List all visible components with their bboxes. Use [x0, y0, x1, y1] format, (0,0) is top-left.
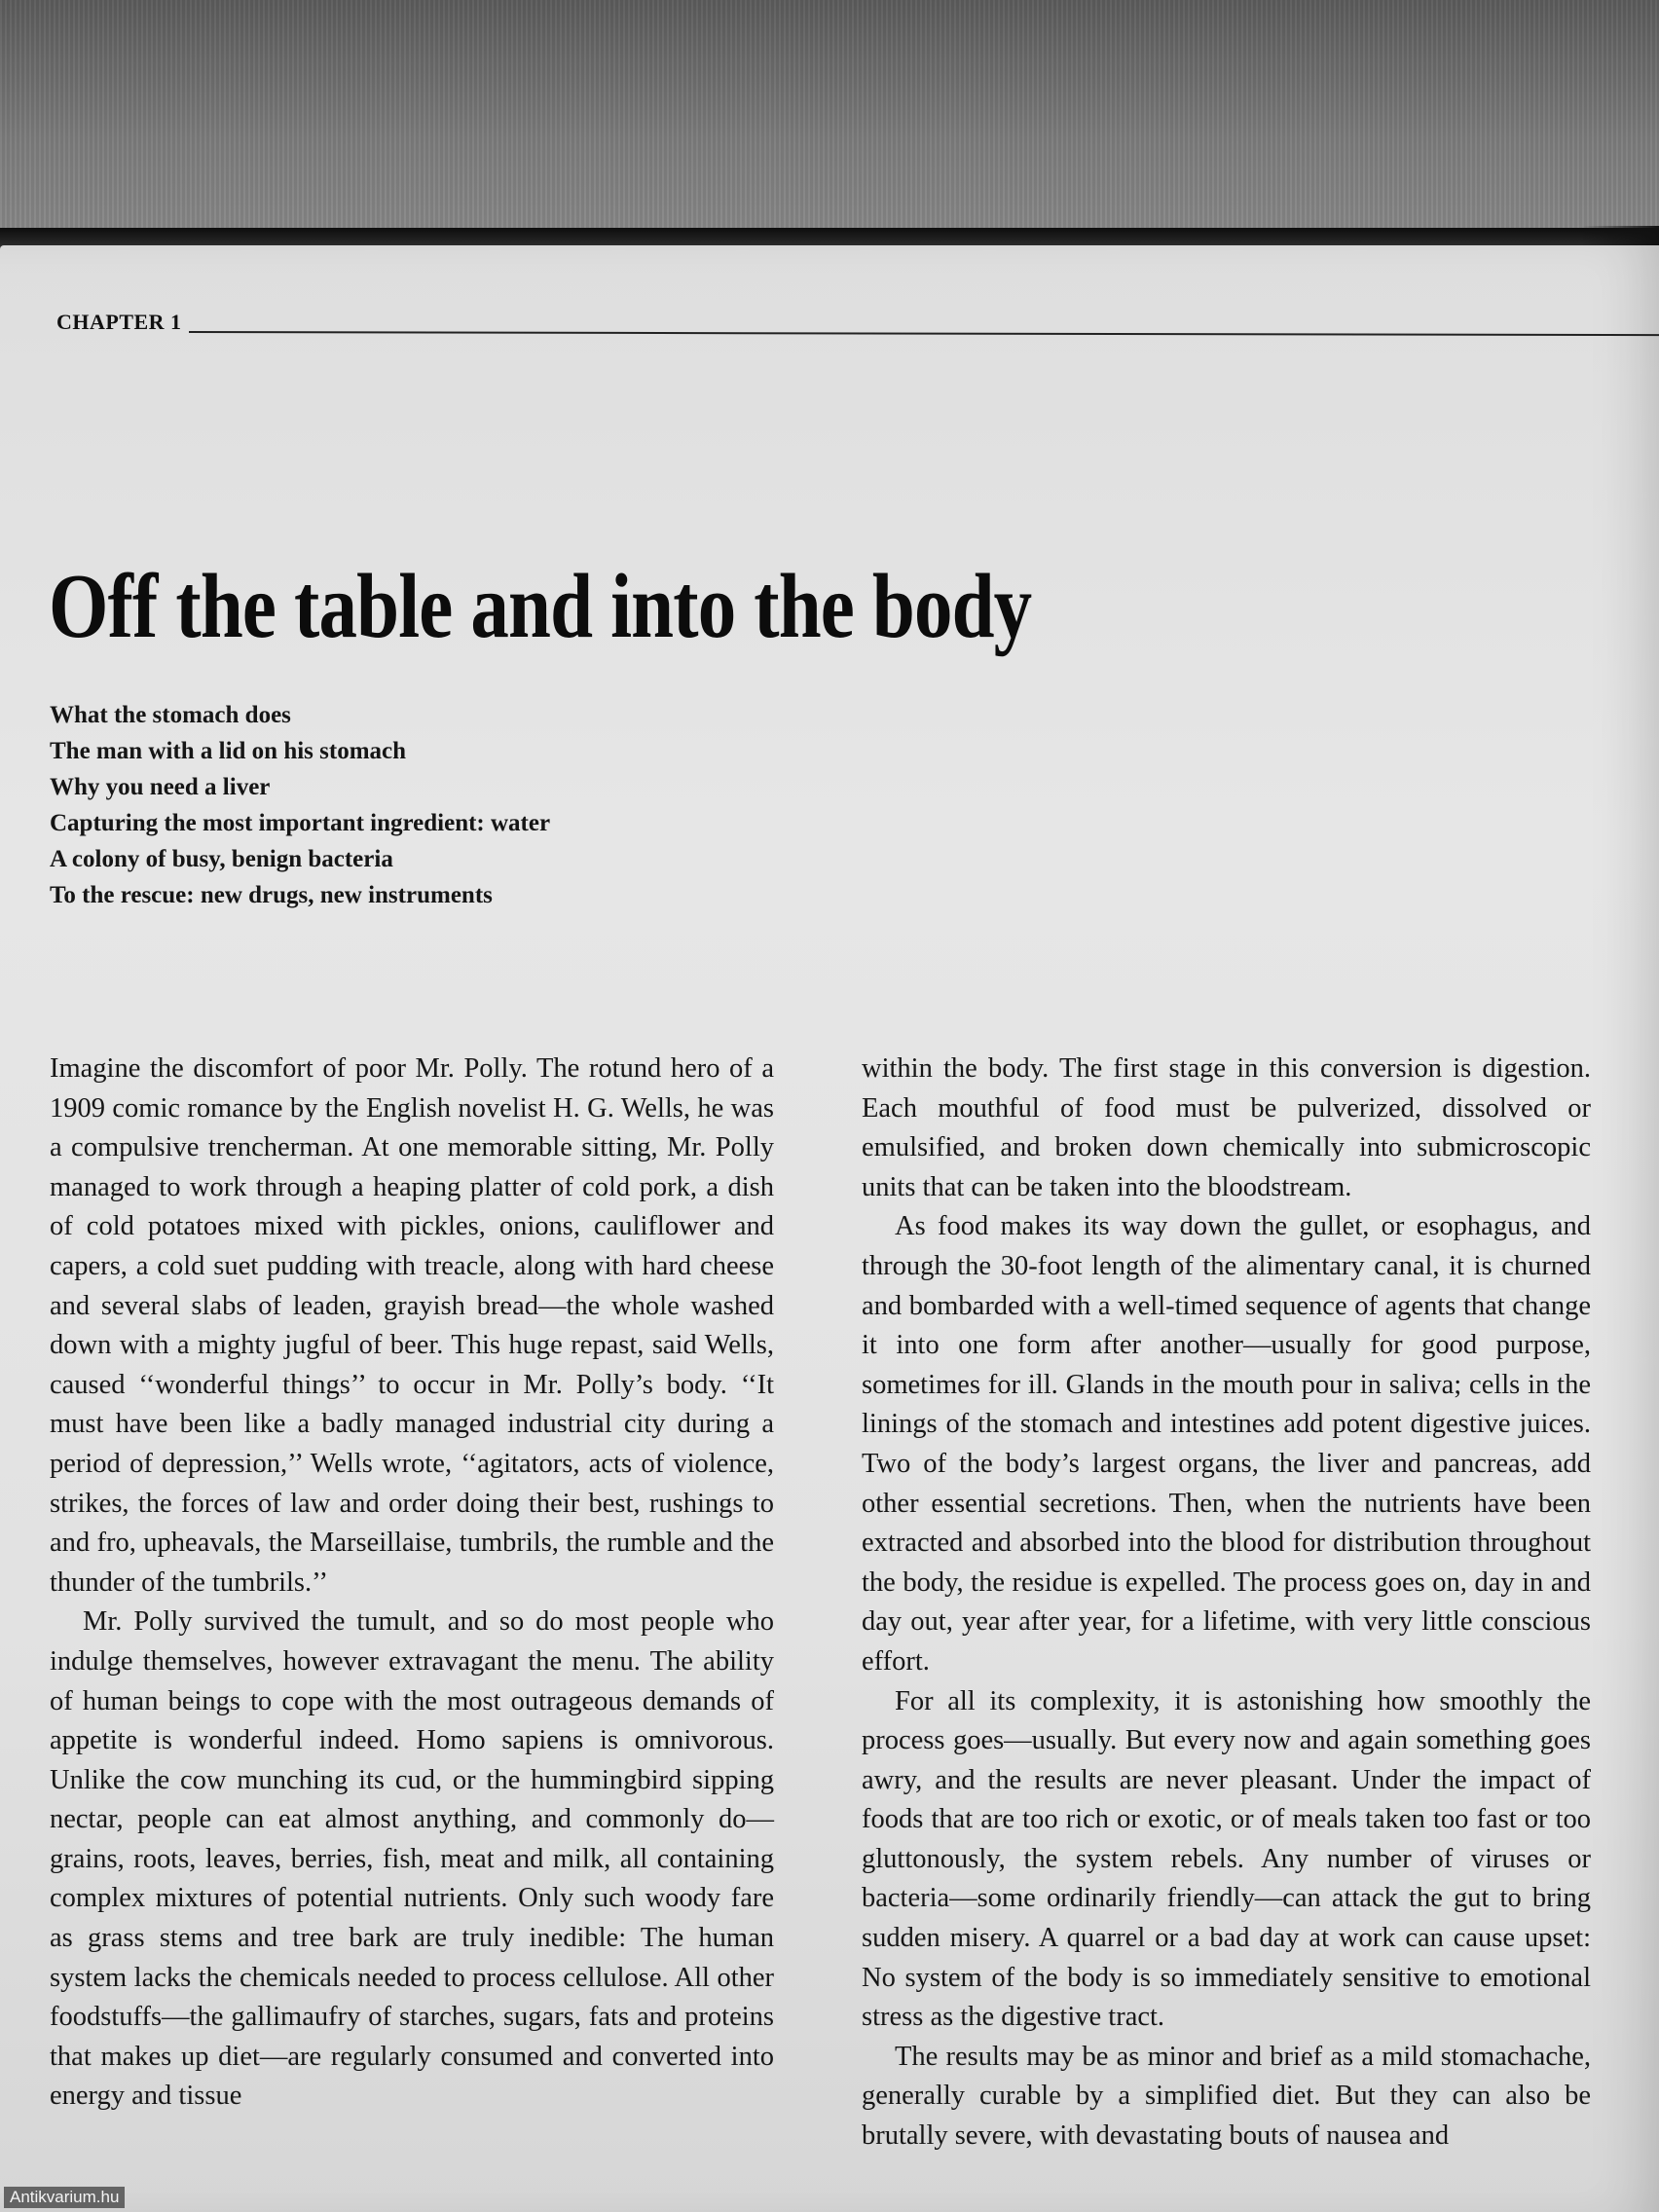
watermark-label: Antikvarium.hu: [4, 2187, 125, 2208]
body-paragraph: The results may be as minor and brief as a mild stomachache, generally curable by a simplified diet. But they can also be brutally severe, with devastating bouts of nausea and: [862, 2041, 1591, 2152]
topic-item: To the rescue: new drugs, new instruments: [50, 882, 493, 908]
topic-list: [50, 697, 550, 913]
topic-item: Capturing the most important ingredient: water: [50, 810, 551, 836]
body-column-left: [50, 1050, 774, 2117]
body-paragraph: Mr. Polly survived the tumult, and so do most people who indulge themselves, however extravagant the menu. The ability of human beings to cope with the most outrageous demands of appetite is wonderful indeed. Homo sapiens is omnivorous. Unlike the cow munching its cud, or the hummingbird sipping nectar, people can eat almost anything, and commonly do—grains, roots, leaves, berries, fish, meat and milk, all containing complex mixtures of potential nutrients. Only such woody fare as grass stems and tree bark are truly inedible: The human system lacks the chemicals needed to process cellulose. All other foodstuffs—the gallimaufry of starches, sugars, fats and proteins that makes up diet—are regularly consumed and converted into energy and tissue: [50, 1606, 774, 2112]
running-header: [56, 310, 1659, 337]
topic-item: A colony of busy, benign bacteria: [50, 846, 393, 872]
topic-item: What the stomach does: [50, 702, 291, 728]
body-column-right: [862, 1050, 1591, 2157]
body-paragraph: within the body. The first stage in this conversion is digestion. Each mouthful of food must be pulverized, dissolved or emulsified, and broken down chemically into submicroscopic units that can be taken into the bloodstream.: [862, 1053, 1591, 1202]
header-rule: [189, 331, 1659, 336]
body-paragraph: As food makes its way down the gullet, or esophagus, and through the 30-foot length of the alimentary canal, it is churned and bombarded with a well-timed sequence of agents that change it into one form after another—usually for good purpose, sometimes for ill. Glands in the mouth pour in saliva; cells in the linings of the stomach and intestines add potent digestive juices. Two of the body’s largest organs, the liver and pancreas, add other essential secretions. Then, when the nutrients have been extracted and absorbed into the blood for distribution throughout the body, the residue is expelled. The process goes on, day in and day out, year after year, for a lifetime, with very little conscious effort.: [862, 1211, 1591, 1677]
topic-item: Why you need a liver: [50, 774, 271, 800]
chapter-label: CHAPTER 1: [56, 310, 182, 334]
body-paragraph: For all its complexity, it is astonishing how smoothly the process goes—usually. But every now and again something goes awry, and the results are never pleasant. Under the impact of foods that are too rich or exotic, or of meals taken too fast or too gluttonously, the system rebels. Any number of viruses or bacteria—some ordinarily friendly—can attack the gut to bring sudden misery. A quarrel or a bad day at work can cause upset: No system of the body is so immediately sensitive to emotional stress as the digestive tract.: [862, 1685, 1591, 2033]
chapter-title: Off the table and into the body: [49, 556, 1032, 657]
table-background: [0, 0, 1659, 253]
topic-item: The man with a lid on his stomach: [50, 738, 407, 764]
body-paragraph: Imagine the discomfort of poor Mr. Polly. The rotund hero of a 1909 comic romance by the English novelist H. G. Wells, he was a compulsive trencherman. At one memorable sitting, Mr. Polly managed to work through a heaping platter of cold pork, a dish of cold potatoes mixed with pickles, onions, cauliflower and capers, a cold suet pudding with treacle, along with hard cheese and several slabs of leaden, grayish bread—the whole washed down with a mighty jugful of beer. This huge repast, said Wells, caused ‘‘wonderful things’’ to occur in Mr. Polly’s body. ‘‘It must have been like a badly managed industrial city during a period of depression,’’ Wells wrote, ‘‘agitators, acts of violence, strikes, the forces of law and order doing their best, rushings to and fro, upheavals, the Marseillaise, tumbrils, the rumble and the thunder of the tumbrils.’’: [50, 1053, 774, 1598]
